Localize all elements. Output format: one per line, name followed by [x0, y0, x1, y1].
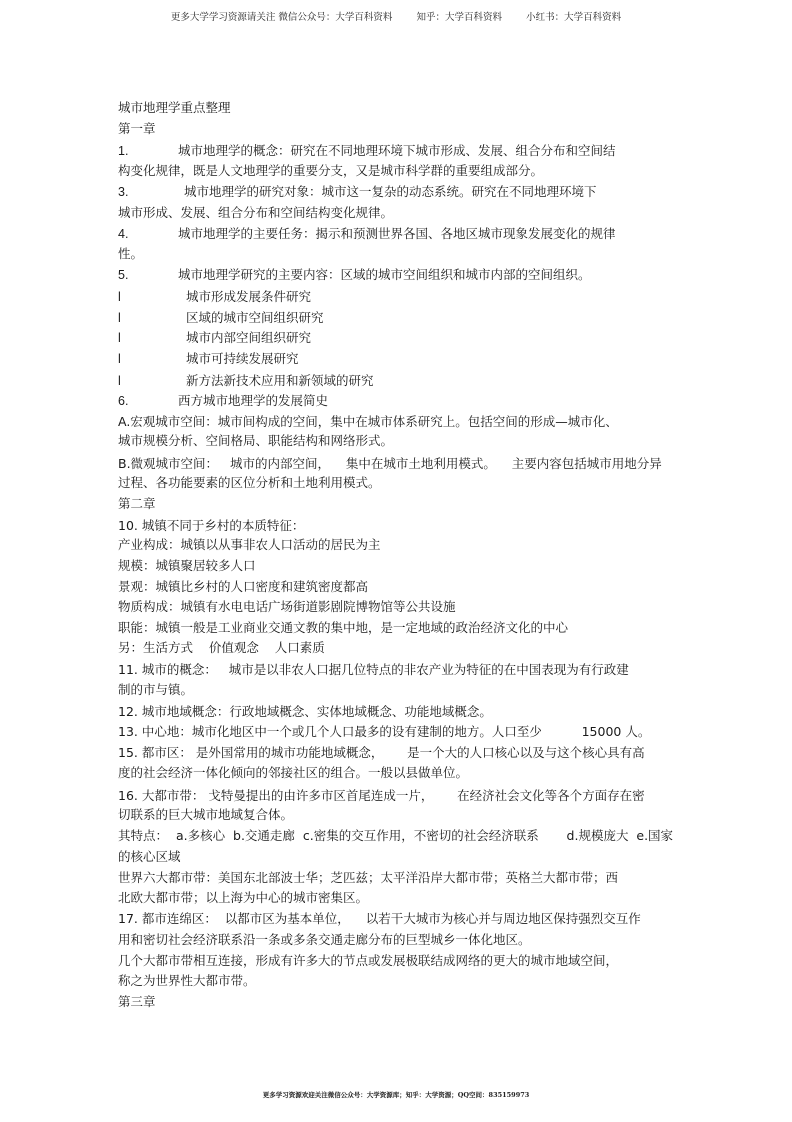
text-line: 16. 大都市带： 戈特曼提出的由许多市区首尾连成一片， 在经济社会文化等各个方面存在密 [118, 788, 645, 803]
item-number: 1. [118, 144, 129, 158]
item-number: 4. [118, 227, 129, 241]
text-line: 第二章 [118, 496, 156, 511]
bullet-marker: l [118, 290, 121, 304]
text-line: 第一章 [118, 121, 156, 136]
item-text: 城市地理学的概念：研究在不同地理环境下城市形成、发展、组合分布和空间结 [178, 143, 616, 158]
text-line: 其特点： a.多核心 b.交通走廊 c.密集的交互作用，不密切的社会经济联系 d.规模庞大 e.国家 [118, 828, 674, 843]
text-line: 规模：城镇聚居较多人口 [118, 558, 256, 573]
item-text: 城市内部空间组织研究 [186, 330, 312, 345]
item-text: 城市可持续发展研究 [186, 351, 299, 366]
text-line: 13. 中心地：城市化地区中一个或几个人口最多的设有建制的地方。人口至少 15000 人。 [118, 724, 651, 739]
text-line: 几个大都市带相互连接，形成有许多大的节点或发展极联结成网络的更大的城市地域空间， [118, 953, 619, 968]
bullet-marker: l [118, 352, 121, 366]
text-line: 性。 [118, 246, 144, 261]
text-line: 北欧大都市带；以上海为中心的城市密集区。 [118, 890, 369, 905]
item-number: 3. [118, 185, 129, 199]
page-header: 更多大学学习资源请关注 微信公众号：大学百科资料 知乎：大学百科资料 小红书：大学百科资料 [170, 12, 622, 23]
text-line: 15. 都市区： 是外国常用的城市功能地域概念， 是一个大的人口核心以及与这个核心具有高 [118, 745, 645, 760]
text-line: 12. 城市地域概念：行政地域概念、实体地域概念、功能地域概念。 [118, 704, 492, 719]
text-line: 称之为世界性大都市带。 [118, 973, 256, 988]
text-line: 城市地理学重点整理 [118, 100, 231, 115]
text-line: 17. 都市连绵区： 以都市区为基本单位， 以若干大城市为核心并与周边地区保持强烈交互作 [118, 911, 641, 926]
bullet-marker: l [118, 374, 121, 388]
text-line: 世界六大都市带：美国东北部波士华；芝匹兹；太平洋沿岸大都市带；英格兰大都市带；西 [118, 870, 619, 885]
text-line: 物质构成：城镇有水电电话广场街道影剧院博物馆等公共设施 [118, 599, 456, 614]
text-line: 度的社会经济一体化倾向的邻接社区的组合。一般以县做单位。 [118, 765, 469, 780]
item-text: 新方法新技术应用和新领域的研究 [186, 373, 374, 388]
page-footer: 更多学习资源欢迎关注微信公众号：大学资源库；知乎：大学资源；QQ空间：835159973 [262, 1091, 530, 1099]
item-text: 城市地理学研究的主要内容：区域的城市空间组织和城市内部的空间组织。 [178, 267, 591, 282]
bullet-marker: l [118, 331, 121, 345]
text-line: 景观：城镇比乡村的人口密度和建筑密度都高 [118, 579, 369, 594]
text-line: 城市规模分析、空间格局、职能结构和网络形式。 [118, 433, 394, 448]
item-number: 6. [118, 394, 129, 408]
text-line: 过程、各功能要素的区位分析和土地利用模式。 [118, 475, 381, 490]
item-text: 城市地理学的研究对象：城市这一复杂的动态系统。研究在不同地理环境下 [184, 184, 597, 199]
text-line: 构变化规律，既是人文地理学的重要分支，又是城市科学群的重要组成部分。 [118, 163, 544, 178]
text-line: 切联系的巨大城市地域复合体。 [118, 807, 294, 822]
text-line: 制的市与镇。 [118, 682, 194, 697]
text-line: 城市形成、发展、组合分布和空间结构变化规律。 [118, 205, 394, 220]
text-line: 另：生活方式 价值观念 人口素质 [118, 640, 325, 655]
item-text: 城市形成发展条件研究 [186, 289, 312, 304]
item-text: 城市地理学的主要任务：揭示和预测世界各国、各地区城市现象发展变化的规律 [178, 226, 616, 241]
text-line: 10. 城镇不同于乡村的本质特征： [118, 518, 305, 533]
text-line: 第三章 [118, 994, 156, 1009]
text-line: 用和密切社会经济联系沿一条或多条交通走廊分布的巨型城乡一体化地区。 [118, 932, 531, 947]
item-text: 西方城市地理学的发展简史 [178, 393, 329, 408]
text-line: 11. 城市的概念： 城市是以非农人口据几位特点的非农产业为特征的在中国表现为有行政建 [118, 662, 629, 677]
item-text: 区域的城市空间组织研究 [186, 310, 324, 325]
text-line: 产业构成：城镇以从事非农人口活动的居民为主 [118, 537, 381, 552]
text-line: 的核心区域 [118, 849, 181, 864]
item-number: 5. [118, 268, 129, 282]
text-line: 职能：城镇一般是工业商业交通文教的集中地，是一定地域的政治经济文化的中心 [118, 620, 569, 635]
bullet-marker: l [118, 311, 121, 325]
text-line: A.宏观城市空间：城市间构成的空间，集中在城市体系研究上。包括空间的形成—城市化、 [118, 414, 618, 429]
text-line: B.微观城市空间： 城市的内部空间， 集中在城市土地利用模式。 主要内容包括城市用地分异 [118, 456, 662, 471]
